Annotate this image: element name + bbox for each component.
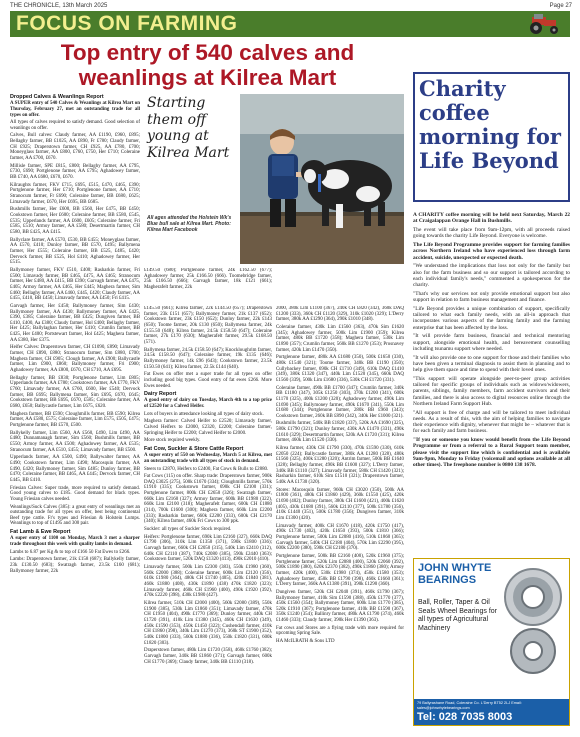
advert-title: JOHN WHYTE BEARINGS xyxy=(418,562,492,586)
paragraph: Maghera farmer: Calved Heifer to £2520; Limavady farmer, Calved Heifers to £2000, £2320, £2200; Coleraine farmer, Springing Heifer to £2200; Calved Heifer to £2000. xyxy=(144,419,272,436)
paragraph: Ballykelly farmer, Lim £560, AA £560, £490, Lim £490, AA £480; Dunnamanagh farmer, Sim £560; Bushmills farmer, BB £550; Armoy farmer, AA £500; Aghadowey farmer, AA £535; Stranocum farmer, AA £510, £455; Limavady farmer, BB £500. xyxy=(10,430,140,453)
section-banner xyxy=(10,11,570,37)
paragraph: "It will provide farm business, financial and technical mentoring support, alongside emotional health, and bereavement counselling including tsunamu support where needed. xyxy=(413,333,570,352)
charity-title-box xyxy=(413,72,570,202)
paragraph: Portglenone farmer, 480k AA £1680 (350), 500k £1650 (330), 480k £1540 (321); Toome farmer, 340k BB £1190 (350); Cullybackey farmer, 690k CH £1710 (349), 610k DAQ £1410 (349), 380k £1320 (347), 440k Lim £1520 (345), 660k DAQ £1560 (339), 500k Lim £1680 (336), 530k CH £1720 (331). xyxy=(276,355,404,383)
paragraph: Dungiven farmer, 520k CH £2040 (391), 460k £1790 (367); Ballymoney farmer, 410k Sim £1590 (388), 450k £1770 (377), 450k £1560 (354); Ballymoney farmer, 600k Lim £1770 (385), 520k £1910 (367); Portglenone farmer, 410k BB £1590 (367), 350k £1240 (354); Ballinry farmer, 480k AA £1790 (374), 460k £1460 (333); Claudy farmer, 390k Her £1390 (363). xyxy=(276,589,404,624)
paragraph: 2000, 380k Lim £1100 (367), 240k CH £820 (342), 360k DAQ £1200 (333), 360k CH £1120 (329), 310k £1020 (329); L'Derry farmer, 380k AA £1290 (364), 290k £1010 (348). xyxy=(276,306,404,323)
paragraph: Bushmills farmer, Her £600, BB £560, Her £475, BB £450; Cookstown farmer, Her £600; Coleraine farmer, BB £580, £545, £535; Upperlands farmer, AA £600, £605; Coleraine farmer, Fri £585, £510; Armoy farmer, AA £580; Desertmartin farmer, CH £580, BB £425, AA £415. xyxy=(10,207,140,235)
charity-article xyxy=(413,72,570,555)
paragraph: £145.50 (661); Kilrea farmer, 22k £144.50 (657); Draperstown farmer, 23k £151 (657); Ballymoney farmer, 21k £137 (652); Cookstown farmer, 23k £150 (652); Dunloy farmer, 22k £143 (650); Toome farmer, 20k £130 (650); Ballymena farmer, 24k £155.50 (648); Kilrea farmer, 24.5k £158.50 (647); Coleraine farmer, 27k £170 (630); Magherafelt farmer, 29.5k £168.50 (571). xyxy=(144,306,272,345)
paragraph: Garvagh farmer, Her £450; Ballymoney farmer, Sim £430; Ballymoney farmer, AA £430; Ballymoney farmer, AA £425, £390, £385; Coleraine farmer, BB £425; Dungiven farmer, BB £410, £400, Aa £380; Claudy farmer, Hol £400; Bellaghy farmer, Her £425; Ballylaghan farmer, Her £410; Crumlin farmer, BB £425, Her £400; Portstewart farmer, Hol £425; Maghera farmer, AA £380, Her £375. xyxy=(10,303,140,343)
pull-quote: Starting them off young at Kilrea Mart xyxy=(147,95,230,161)
paragraph: Coleraine farmer, 430k Lim £1560 (363), 470k Sim £1620 (345); Aghadowey farmer, 500k Lim £1900 (359); Kilrea farmer, 480k BB £1720 (358); Maghera farmer, 530k Lim £1890 (357); Crumlin farmer, 560k BB £1270 (353); Prosnavey farmer, 420k Lim £1470 (350). xyxy=(276,324,404,353)
paragraph: Stores: Macosquin farmer, 960k CH £3020 (350), 500k AA £1800 (361), 480k CH £1860 (429), 360k £1550 (425), 420k £1690 (402); Dunloy farmer, 380k CH £1600 (421), 400k £1620 (405), 430k £1680 (391), 560k £2110 (377), 500k £1780 (356), 410k £1440 (351), 500k £1780 (356); Dungiven farmer, 310k Lim £1300 (420). xyxy=(276,487,404,521)
paragraph: Lambs: Draperstown farmer, 21k £158 (687); Ballykelly farmer, 23k £130.50 (683); Swatragh farmer, 23.5k £160 (681); Ballymoney farmer, 22k xyxy=(10,557,140,574)
column-store-report xyxy=(276,306,404,726)
paragraph: More stock required weekly. xyxy=(144,438,201,444)
column-dropped-calves xyxy=(10,93,140,725)
paragraph: Heifer Calves: Draperstown farmer, CH £1090, £890; Limavady farmer, CH £890, £880; Stranocum farmer, Sim £880, £700; Maghera farmer, CH £905; Clough farmer, AA £900; Ballycastle farmer, Lim £900, £860; Ballymoney farmer, Fri £900; Aghadowey farmer, AA £800, £670, CH £710, AA £695. xyxy=(10,345,140,374)
paragraph: Weanlings/Suck Calves (385): a great entry of weanlings met an outstanding trade for all types on offer, best being continental Beef type cattle. Fr's types and Friesian & Holstein Lumps. Weanlings to top of £1495 and 300 pair. xyxy=(10,504,140,527)
paragraph: The event will take place from 9am-12pm, with all proceeds raised going towards the charity Life Beyond. Everyone is welcome. xyxy=(413,227,570,240)
column-lamb-continued: £149.50 (680); Portglenone farmer, 24k £162.50 (677); Aghadowey farmer, 25k £166.50 (666). Toomebridge farmer, 25k £166.50 (666); Garvagh farmer, 18k £121 (661); Magherafelt farmer, 22k xyxy=(144,268,272,290)
byline: HA McILRATH & Sons LTD xyxy=(276,639,335,645)
paragraph: Fat Ewes on offer met a super trade for all types on offer including good big types. Good entry of fat ewes £266. More Ewes needed. xyxy=(144,372,272,389)
paper-date: THE CHRONICLE, 13th March 2025 xyxy=(10,3,108,9)
advert-phone: Tel: 028 7035 8003 xyxy=(417,711,513,723)
paragraph: Ballyclare farmer, AA £570, £530, BB £455; Moneyglass farmer, AA £570, £410; Dunloy farmer, BB £570, £495; Ballymena farmer, Her £555; Coleraine farmer, BB £525, £485, £420; Dervock farmer, BB £525, Hol £410; Aghadowey farmer, Her £515. xyxy=(10,237,140,266)
paragraph: Lots of buyers in attendance looking all types of dairy stock. xyxy=(144,411,264,417)
paragraph: Limavady farmer, 400k CH £1670 (418), 420k £1750 (417), 490k £1730 (402), 420k £1650 (393), 500k £1810 (366); Portglenone farmer, 500k Lim £2080 (416), 510k £1860 (365); Garvagh farmer, 540k CH £2180 (404), 570k Lim £2290 (395), 600k £2200 (380), 590k CH £2180 (370). xyxy=(276,523,404,552)
bearings-advert xyxy=(413,558,570,726)
column-dairy-report xyxy=(144,306,272,726)
paragraph: Suckler: all types of Suckler Stock required. xyxy=(144,527,232,533)
paragraph: Millisle farmer, SPE £815, £800; Bellaghy farmer, AA £795, £730, £690; Portglenone farmer, AA £795; Aghadowey farmer, BB £740, AA £680, £670, £670. xyxy=(10,163,140,181)
paragraph: Kilrea farmer, 510k CH £2000 (400), 560k £2080 (389), 550k £1900 (385), 530k Lim £1860 (351); Limavady farmer, 470k CH £1950 (404), 490k £1770 (369); Dunloy farmer, 440k CH £1720 (391), 410k Lim £1380 (345), 460k CH £1630 (349), 450k £1590 (353), 450k £1450 (322); Cushendall farmer, 410k CH £1860 (398), 340k Lim £1270 (373), 360k ST £1900 (352), 540k £1800 (333), 560k £1880 (336), 550k £1820 (331), 600k £1820 (303). xyxy=(144,600,272,646)
paragraph: "Life Beyond provides a unique combination of support, specifically tailored to what each family needs, with an all-in approach that incorporates various aspects of the farming family and the farming enterprise that has been affected by the loss. xyxy=(413,305,570,331)
paragraph: The Life Beyond Programme provides support for farming families across Northern Ireland who have experienced loss through farm accident, suicide, unexpected or expected death. xyxy=(413,242,570,261)
paragraph: Steers to £2870, Heifers to £2400, Fat Cows & Bulls to £2880. xyxy=(144,466,269,472)
paragraph: All types of calves required to satisfy demand. Good selection of weanlings on offer. xyxy=(10,120,140,131)
tractor-icon xyxy=(524,13,564,35)
photo-image xyxy=(240,94,404,264)
paragraph: "We understand the implications that loss not only for the family but also for the farm business and so our support is tailored according to each individual family's needs," commented a spokesperson for the charity. xyxy=(413,263,570,288)
lead-paragraph: A good entry of dairy on Tuesday, March 4th to a top price of £2520 for a Calved Heifer. xyxy=(144,398,272,410)
advert-text: Ball, Roller, Taper & Oil Seals Wheel Bearings for all types of Agricultural Machinery xyxy=(418,599,497,632)
lead-paragraph: A SUPER entry of 540 Calves & Weanlings at Kilrea Mart on Thursday, February 27, met an outstanding trade for all types on offer. xyxy=(10,101,140,118)
paragraph: Upperlands farmer, AA £500, £490; Ballywalter farmer, AA £490; Cookstown farmer, Lim £490; Macosquin farmer, AA £490, £420; Ballymoney farmer, Sim £485; Dunloy farmer, BB £470; Coleraine farmer, BB £465, AA £445; Dervock farmer, CH £445, BB £410. xyxy=(10,455,140,483)
paragraph: "If you or someone you know would benefit from the Life Beyond Programme or from a referral to a Rural Support team member, please visit the support line which is confidential and is available 9am-9pm, Monday to Friday (voicemail and options available at all other times). The freephone number is 0800 138 1678. xyxy=(413,437,570,468)
paragraph: Fat Cows (115) on offer. Sharp trade: Draperstown farmer, 900k DAQ £3025 (275), 500k £1670 (334); Cloughmills farmer, 570k £1910 (335); Cookstown farmer, 690k CH £2100 (331); Portglenone farmer, 800k CH £2650 (326); Swatragh farmer, 660k Lim £2160 (327); Armoy farmer, 600k BB £1980 (322), 660k Lim £2100 (318); Magherafelt farmer, 600k CH £1880 (314), 700k £1600 (300); Maghera farmer, 660k Lim £2200 (333); Rasharkin farmer, 660k £2200 (333), 600k CH £2170 (340); Kilrea farmer, 460k Fri Cows to 300 ppk. xyxy=(144,474,272,525)
subheading: Dairy Report xyxy=(144,391,177,398)
paragraph: "That's why our services not only provide emotional support but also support in relation to farm business management and finance. xyxy=(413,290,570,303)
advert-footer xyxy=(414,699,570,725)
paragraph: Fat cows and Stores are a flying trade with more required for upcoming Spring Sale. xyxy=(276,625,404,637)
paragraph: Ballymena farmer, 24.5k £158.50 (647); Knockloughrim farmer, 24.5k £158.50 (647); Coleraine farmer, 19k £135 (646); Ballymoney farmer, 14k £96 (643); Cookstown farmer, 23.5k £150.50 (641); Kilrea farmer, 22.5k £144 (640). xyxy=(144,347,272,370)
paragraph: Bushmills farmer, 540k BB £1820 (337), 520k AA £1690 (325), 580k £1790 (321); Dunloy farmer, 430k AA £1470 (331), 490k £1610 (329); Desertmartin farmer, 520k AA £1720 (331); Kilrea farmer, 460k Lim £1520 (330). xyxy=(276,421,404,444)
paragraph: Bellaghy farmer, BB £830; Portglenone farmer, Lim £805; Upperlands farmer, AA £780; Cookstown farmer, AA £770, FKV £760; Limavady farmer, AA £760, £600, Her £540; Dervock farmer, BB £695; Ballymena farmer, Sim £695, £670, £645; Cookstown farmer, BB £695, £670, £585; Coleraine farmer, AA £680, £650; Ballycastle farmer, Lim £675, £620. xyxy=(10,375,140,410)
paragraph: Maghera farmer, BB £590; Cloughmills farmer, BB £590; Kilrea farmer, AA £580, £575; Coleraine farmer, Lim £575, £505, £475; Portglenone farmer, BB £570, £500. xyxy=(10,411,140,428)
charity-body xyxy=(413,212,570,471)
section-title: FOCUS ON FARMING xyxy=(16,12,238,35)
charity-title: Charity coffee morning for Life Beyond xyxy=(419,76,561,173)
paragraph: Draperstown farmer, 480k Lim £1720 (358), 460k £1760 (382); Garvagh farmer, 340k BB £1860 (371); Garvagh farmer, 600k CH £1770 (369); Claudy farmer, 340k BB £1110 (318). xyxy=(144,648,272,665)
subheading: Fat Lamb & Ewe Report xyxy=(10,529,71,536)
subheading: Fat Cow, Suckler & Store Cattle Report xyxy=(144,445,244,452)
main-headline: Top entry of 540 calves and weanlings at Kilrea Mart xyxy=(60,40,355,90)
lead-paragraph: A super entry of 550 on Wednesday, March 5 at Kilrea, met an outstanding trade with all types of stock in demand. xyxy=(144,453,272,464)
paragraph: Heifers: Portglenone farmer, 690k Lim £2160 (327), 660k DAQ £1790 (306), 310k Lim £1350 (371), 590k £1800 (336); Garvagh farmer, 660k CH £2050 (315), 540k Lim £2410 (312), 640k CH £2110 (387), 740k £2080 (385), 590k £2440 (363); Cookstown farmer, 520k DAQ £1320 (413), 490k £2010 (410). xyxy=(144,534,272,563)
paragraph: Friesian Calves: Super trade, more required to satisfy demand. Good young calves to £185. Good demand for black types. Young Friesian calves needed. xyxy=(10,485,140,502)
paragraph: "All support is free of charge and will be tailored to meet individual needs. As a result of this, with the aim of helping families to navigate their experience with dignity, whenever that might be – whatever that is for each family and farm business. xyxy=(413,409,570,435)
paragraph: Coleraine farmer, 490k BB £1700 (347); Crumlin farmer, 340k BB £1180 (347), 305k £1250 (303), 370k £1200 (341), 600k £1170 (325), 400k £1200 (320); Aghadowey farmer, 490k Lim £1690 (345); Ballymoney farmer, 490k £1670 (341), 550k Lim £1680 (344); Portglenone farmer, 280k BB £960 (343); Cookstown farmer, 260k BB £890 (342), 340k Her £1000 (321). xyxy=(276,385,404,419)
lead-paragraph: A CHARITY coffee morning will be held next Saturday, March 22 at Craigalappan Orange Hall in Bushmills. xyxy=(413,212,570,225)
advert-address: 79 Ballyrashane Road, Coleraine Co. L'Derry BT52 2LJ Email: sales@johnwhytebearings.com xyxy=(417,701,522,710)
subheading: Dropped Calves & Weanlings Report xyxy=(10,94,104,100)
paragraph: Calves, Bull calves: Claudy farmer, AA £1190, £960, £895; Bellaghy farmer, BB £1025, AA £890, Fr £780; Claudy farmer, CH £925; Draperstown farmer, CH £925, AA £780, £700; Moneyglass farmer, AA £800, £760, £750, Her £710; Coleraine farmer, AA £700, £670. xyxy=(10,133,140,162)
page-number: Page 27 xyxy=(549,3,572,9)
paragraph: Kilraughts farmer, FKV £715, £695, £515, £470, £465, £390; Portglenone farmer, Her £710; Portglenone farmer, AA £710; Stranocum farmer, Fr £690; Coleraine farmer, BB £680, £625; Limavady farmer, £670, Her £695, BB £685. xyxy=(10,182,140,205)
lead-paragraph: A super entry of 1100 on Monday, March 3 met a sharper trade throughout this week with quality lambs in demand. xyxy=(10,536,140,547)
photo-caption: All ages attended the Holstein Wk's Blue bull sale at Kilrea Mart. Photo: Kilrea Mart Facebook xyxy=(147,215,232,233)
bearing-icon xyxy=(500,563,566,681)
paragraph: Ballymoney farmer, FKV £510, £400; Rasharkin farmer, Fri £500; Limavady farmer, BB £465, £475, AA £465; Stranocum farmer, Her £480, AA £415, BB £390; Garvagh farmer, AA £475, £405; Armoy farmer, AA £465, Her £445; Maghera farmer, Sim £460; Bellaghy farmer, AA £460, £445, £420; Claudy farmer, AA £455, £410, BB £450; Limavady farmer, AA £450; Fri £415. xyxy=(10,267,140,302)
paragraph: "This support will operate alongside peer-to-peer group activities tailored for specific groups of individuals such as widows/widowers, parents, siblings, family members, farm accident survivors and their families, and there is also access to digital resources online through the Northern Ireland Farm Support Hub. xyxy=(413,375,570,407)
calf-photo xyxy=(240,94,404,264)
paragraph: Kilrea farmer, 430k CH £1790 (330), 470k £1590 (330), 610k £2050 (224); Ballycastle farmer, 380k AA £1280 (328), 480k £1560 (325), 400k £1280 (320); Antrim farmer, 500k BB £1640 (328); Bellaghy farmer, 490k BB £1600 (327); L'Derry farmer, 340k BB £1110 (327); Limavady farmer, 580k CH £1420 (321); Rasharkin farmer, 610k Sim £1510 (321); Draperstown farmer, 540k AA £1730 (320). xyxy=(276,446,404,486)
paragraph: Limavady farmer, 500k Lim £2300 (383), 550k £1980 (360), 560k £2000 (388); Coleraine farmer, 600k Lim £2120 (356), 610k £1980 (364), 480k CH £1740 (405), 420k £1840 (381), 460k £1880 (408), 430k £1890 (438) 470k £1820 (323); Limavady farmer, 460k CH £1960 (400), 490k £1920 (392), 470k £2220 (398), 430k £1980 (427). xyxy=(144,565,272,599)
paragraph: "It will also provide one to one support for those and their families who have been given a terminal diagnosis to assist them in planning and to help give them space and time to spend with their loved ones. xyxy=(413,354,570,373)
paragraph: Portglenone farmer, 500k BB £2160 (400), 520k £1960 (375); Portglenone farmer, 520k Lim £2080 (400), 520k £2060 (392), 500k £1890 (380), 620k £2370 (382), 490k £1860 (380); Armoy farmer, 420k (400), 530k £1980 (374), 450k £1580 (353); Aghadowey farmer, 450k BB £1790 (398), 460k £1660 (361); L'Derry farmer, 360k AA £1380 (391), 390k £1290 (360). xyxy=(276,553,404,588)
paragraph: Lambs to 6.87 per Kg & to top of £166 50 Fat Ewes to £266. xyxy=(10,549,131,555)
